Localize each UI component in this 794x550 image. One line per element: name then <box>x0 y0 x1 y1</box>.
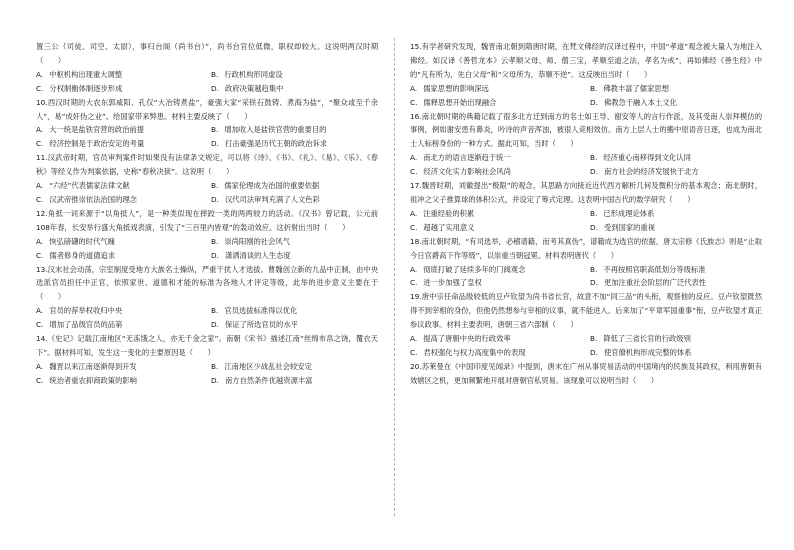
option-letter: C. <box>36 250 44 260</box>
answer-options <box>36 123 378 151</box>
option-text: 经济重心南移得到文化认同 <box>603 153 691 163</box>
question-block <box>410 40 762 110</box>
option-text: 汉武帝推崇依法治国的理念 <box>49 194 137 204</box>
question-text: 魏晋时期，刘徽提出“极限”的观念，其思路方向接近近代西方解析几何及微积分的基本观念；南北朝时，祖冲之父子推算球的体积公式，并设定了筹式定理。这表明中国古代的数学研究（ ） <box>410 181 762 204</box>
question-stem <box>36 151 378 179</box>
option-letter: B. <box>211 181 219 191</box>
option-letter: A. <box>36 125 44 135</box>
option-letter: B. <box>211 306 219 316</box>
question-text: 南北朝时期，“有司选举，必稽谱籍，而考其真伪”，谱籍成为选官的依据，唐太宗修《氏族志》则是“止取今日官爵高下作等级”，以崇重当朝冠冕。材料表明唐代（ ） <box>410 236 762 260</box>
option-letter: A. <box>410 334 418 344</box>
answer-option[interactable] <box>36 68 203 82</box>
option-letter: C. <box>410 167 418 177</box>
answer-options <box>36 68 378 96</box>
option-text: 进一步加强了皇权 <box>423 278 482 288</box>
answer-option[interactable] <box>410 221 582 235</box>
question-block <box>410 179 762 235</box>
option-letter: D. <box>211 139 219 149</box>
option-text: 汉代司法审判充满了人文色彩 <box>224 194 320 204</box>
option-text: 保证了所选官员的水平 <box>224 320 298 330</box>
option-text: 官员的荐举权收归中央 <box>49 306 123 316</box>
question-stem <box>410 179 762 207</box>
option-letter: B. <box>211 125 219 135</box>
question-block <box>36 96 378 152</box>
answer-options <box>410 332 762 360</box>
question-block <box>410 290 762 360</box>
question-stem <box>36 207 378 235</box>
answer-option[interactable] <box>410 165 582 179</box>
option-letter: A. <box>36 306 44 316</box>
option-letter: D. <box>590 347 598 357</box>
answer-option[interactable] <box>36 123 203 137</box>
option-text: 受到国家的重视 <box>603 222 656 232</box>
answer-option[interactable] <box>410 207 582 221</box>
answer-option[interactable] <box>36 179 203 193</box>
option-letter: B. <box>590 208 598 218</box>
column-divider <box>394 38 395 516</box>
question-stem <box>410 235 762 263</box>
option-letter: B. <box>590 153 598 163</box>
question-text: 唐中宗任命品级较低的豆卢钦望为尚书省长官，故意不加“同三品”的头衔，观察他的反应。豆卢钦望既然得不到宰相的身份，但他仍然想参与宰相的议事，就不能进入。后来加了“平章军国重事”衔，豆卢钦望才真正参议政事。材料主要表明，唐朝三省六部制（ ） <box>410 292 762 330</box>
question-block <box>410 110 762 180</box>
option-text: 分权制衡体制逐步形成 <box>49 83 123 93</box>
question-text: 汉末社会动荡，宗室制度受地方大族名士操纵，严重干扰人才选拔。曹魏创立新的九品中正制，由中央选派官员担任中正官，依照家世、道德和才能的标准为各地人才评定等级，此举的进步意义主要在于（ ） <box>36 264 378 302</box>
option-letter: C. <box>36 139 44 149</box>
answer-option[interactable] <box>211 318 378 332</box>
answer-option[interactable] <box>211 249 378 263</box>
question-stem <box>410 40 762 82</box>
question-stem <box>410 110 762 152</box>
question-number: 11. <box>36 153 48 163</box>
answer-option[interactable] <box>36 360 203 374</box>
answer-option[interactable] <box>590 346 762 360</box>
question-text: 西汉时期的大农东郭咸阳、孔仅“大冶铸煮盐”，豪强大家“采铁石鼓铸、煮海为盐”，“聚众或至千余人”，易“成奸伪之业”。给国家带来弊患。材料主要反映了（ ） <box>36 97 378 121</box>
answer-options <box>410 151 762 179</box>
question-stem <box>36 263 378 305</box>
option-text: 儒释思想开始出现融合 <box>423 97 497 107</box>
question-stem <box>36 40 378 68</box>
option-letter: B. <box>211 236 219 246</box>
answer-option[interactable] <box>211 304 378 318</box>
option-text: 潇洒清谈的人生态度 <box>224 250 291 260</box>
question-block <box>410 360 762 388</box>
option-text: 魏晋以来江南逐渐得到开发 <box>49 361 137 371</box>
option-text: 提高了唐朝中央的行政效率 <box>423 334 511 344</box>
option-text: 崇尚阳刚的社会风气 <box>224 236 290 246</box>
answer-option[interactable] <box>211 137 378 151</box>
answer-option[interactable] <box>211 235 378 249</box>
answer-option[interactable] <box>410 332 582 346</box>
option-text: 儒者修身的道德追求 <box>49 250 116 260</box>
question-stem <box>36 332 378 360</box>
option-letter: A. <box>410 264 418 274</box>
option-letter: C. <box>36 194 44 204</box>
option-letter: A. <box>36 236 44 246</box>
option-text: 儒家伦理成为治国的重要依据 <box>224 181 320 191</box>
option-letter: B. <box>590 83 598 93</box>
option-text: 佛教丰富了儒家思想 <box>603 83 669 93</box>
answer-option[interactable] <box>410 276 582 290</box>
option-letter: D. <box>211 320 219 330</box>
answer-options <box>410 207 762 235</box>
option-text: 增加了品级官员的品第 <box>49 320 123 330</box>
option-text: “六经”代表儒家法律文献 <box>49 181 130 191</box>
answer-option[interactable] <box>410 346 582 360</box>
option-text: 大一统是盐铁官营的政治前提 <box>49 125 145 135</box>
option-letter: A. <box>36 181 44 191</box>
answer-option[interactable] <box>36 82 203 96</box>
option-letter: D. <box>590 222 598 232</box>
option-text: 南北方的语言逐渐趋于统一 <box>423 153 511 163</box>
option-text: 儒家思想的影响深远 <box>423 83 489 93</box>
answer-option[interactable] <box>36 235 203 249</box>
option-letter: D. <box>590 167 598 177</box>
question-block <box>36 40 378 96</box>
option-text: 使官僚机构形成完整的体系 <box>603 347 692 357</box>
question-text: 有学者研究发现，魏晋南北朝到隋唐时期，在梵文佛经的汉译过程中，中国“孝道”观念被大量人为地注入佛经。如汉译《善哲龙本》云孝顺父母、师、僧三宝，孝顺至道之法，孝名为戒”，再如佛经《善生经》中的“凡有所为，先白父母”和“父母所为，恭顺不逆”。这反映出当时（ ） <box>410 42 762 79</box>
option-text: 恢弘磅礴的时代气魄 <box>49 236 115 246</box>
option-letter: C. <box>36 320 44 330</box>
answer-option[interactable] <box>590 165 762 179</box>
answer-options <box>36 235 378 263</box>
option-text: 注重经验的积累 <box>423 208 475 218</box>
answer-option[interactable] <box>590 263 762 277</box>
right-column <box>410 40 762 388</box>
answer-option[interactable] <box>36 374 203 388</box>
question-number: 19. <box>410 292 422 302</box>
option-text: 已形成理论体系 <box>603 208 655 218</box>
option-text: 打击豪强是历代王朝的政治诉求 <box>224 139 328 149</box>
question-block <box>36 263 378 333</box>
question-text: 置三公（司徒、司空、太尉），事归台阁（尚书台）”，尚书台官位低微，职权却较大。这说明两汉时期（ ） <box>36 42 378 65</box>
answer-option[interactable] <box>36 193 203 207</box>
answer-option[interactable] <box>211 82 378 96</box>
option-text: 经济文化实力影响社会风尚 <box>423 167 511 177</box>
question-stem <box>410 290 762 332</box>
question-number: 20. <box>410 361 422 371</box>
option-text: 增加收入是盐铁官营的重要目的 <box>224 125 327 135</box>
answer-options <box>36 360 378 388</box>
option-text: 南方自然条件优越资源丰富 <box>224 375 313 385</box>
option-letter: C. <box>410 278 418 288</box>
option-letter: B. <box>590 264 598 274</box>
question-number: 13. <box>36 264 48 274</box>
option-letter: D. <box>211 250 219 260</box>
question-text: 汉武帝时期，官员审判案件时如果没有法律条文规定，可以将《诗》、《书》、《礼》、《易》、《乐》、《春秋》等经义作为判案依据，史称“春秋决狱”。这说明（ ） <box>36 153 378 177</box>
option-letter: A. <box>36 361 44 371</box>
option-letter: C. <box>410 222 418 232</box>
answer-option[interactable] <box>410 151 582 165</box>
answer-option[interactable] <box>36 304 203 318</box>
answer-option[interactable] <box>410 82 582 96</box>
option-letter: D. <box>211 83 219 93</box>
option-letter: B. <box>211 69 219 79</box>
question-number: 16. <box>410 111 422 121</box>
question-block <box>36 332 378 388</box>
option-text: 君权强化与权力高度集中的表现 <box>423 347 526 357</box>
left-column <box>36 40 378 388</box>
option-text: 政府决策越趋集中 <box>224 83 284 93</box>
question-number: 14. <box>36 334 48 344</box>
option-text: 不再按照官职高低划分等级标准 <box>603 264 706 274</box>
question-block <box>36 151 378 207</box>
answer-option[interactable] <box>590 82 762 96</box>
question-stem <box>36 96 378 124</box>
question-block <box>410 235 762 291</box>
option-text: 彻底打破了延续多年的门阀观念 <box>423 264 526 274</box>
answer-option[interactable] <box>36 318 203 332</box>
question-text: 苏莱曼在《中国印度见闻录》中提到，唐末在广州从事贸易活动的中国境内的民族及其政权，利用唐朝有效辖区之机，更加频繁地开展对唐朝官私贸易。该现象可以说明当时（ ） <box>410 361 762 385</box>
question-text: 角抵一词来源于“以角抵人”，是一种类似现在摔跤一类的两两较力的活动。《汉书》曾记载，公元前108年春，长安举行盛大角抵戏表演，引发了“三百里内皆观”的轰动效应。这折射出当时（ ） <box>36 208 378 232</box>
answer-option[interactable] <box>36 137 203 151</box>
answer-option[interactable] <box>211 123 378 137</box>
question-stem <box>410 360 762 388</box>
option-text: 南方社会的经济发展快于北方 <box>603 167 699 177</box>
answer-options <box>410 82 762 110</box>
option-letter: D. <box>211 375 219 385</box>
answer-option[interactable] <box>211 360 378 374</box>
option-letter: B. <box>590 334 598 344</box>
option-letter: C. <box>410 97 418 107</box>
answer-options <box>36 179 378 207</box>
question-text: 南北朝时期的典籍记载了很多北方迁到南方的名士如王导、谢安等人的言行作派，及其受南人崇拜模仿的事例，例如谢安患有鼻炎，吟诗的声音浑浊，被很人竞相效仿。南方上层人士的搬中原语音日逐，也成为南北士人标榜身份的一种方式。据此可知，当时（ ） <box>410 111 762 149</box>
option-text: 经济控制是于政治安定的考量 <box>49 139 145 149</box>
option-text: 更加注重社会阶层的广泛代表性 <box>603 278 707 288</box>
answer-option[interactable] <box>590 221 762 235</box>
question-number: 18. <box>410 236 422 246</box>
option-text: 中枢机构出现重大调整 <box>49 69 123 79</box>
answer-option[interactable] <box>36 249 203 263</box>
option-text: 统治者重农抑商政策的影响 <box>49 375 137 385</box>
answer-option[interactable] <box>590 151 762 165</box>
option-text: 江南地区少战乱社会较安定 <box>224 361 312 371</box>
option-text: 官员选拔标准得以优化 <box>224 306 298 316</box>
answer-option[interactable] <box>211 179 378 193</box>
option-letter: B. <box>211 361 219 371</box>
option-text: 佛教急于融入本土文化 <box>603 97 677 107</box>
option-letter: C. <box>36 83 44 93</box>
option-letter: A. <box>410 153 418 163</box>
answer-option[interactable] <box>211 193 378 207</box>
question-number: 12. <box>36 208 48 218</box>
option-letter: C. <box>410 347 418 357</box>
answer-option[interactable] <box>211 68 378 82</box>
answer-options <box>36 304 378 332</box>
question-number: 15. <box>410 42 422 51</box>
option-letter: A. <box>36 69 44 79</box>
answer-option[interactable] <box>590 96 762 110</box>
answer-option[interactable] <box>590 276 762 290</box>
answer-options <box>410 263 762 291</box>
option-text: 降低了三省长官的行政级别 <box>603 334 691 344</box>
option-letter: A. <box>410 83 418 93</box>
option-letter: C. <box>36 375 44 385</box>
question-number: 10. <box>36 97 48 107</box>
option-text: 行政机构形同虚设 <box>224 69 283 79</box>
option-text: 超越了实用意义 <box>423 222 475 232</box>
question-number: 17. <box>410 181 422 191</box>
option-letter: D. <box>590 97 598 107</box>
answer-option[interactable] <box>410 96 582 110</box>
answer-option[interactable] <box>590 332 762 346</box>
answer-option[interactable] <box>410 263 582 277</box>
option-letter: D. <box>590 278 598 288</box>
answer-option[interactable] <box>211 374 378 388</box>
option-letter: D. <box>211 194 219 204</box>
option-letter: A. <box>410 208 418 218</box>
question-block <box>36 207 378 263</box>
answer-option[interactable] <box>590 207 762 221</box>
question-text: 《史记》记载江南地区“无冻饿之人，亦无千金之家”。南朝《宋书》描述江南“丝绵布帛之饶，覆衣天下”。据材料可知，发生这一变化的主要原因是（ ） <box>36 334 378 357</box>
